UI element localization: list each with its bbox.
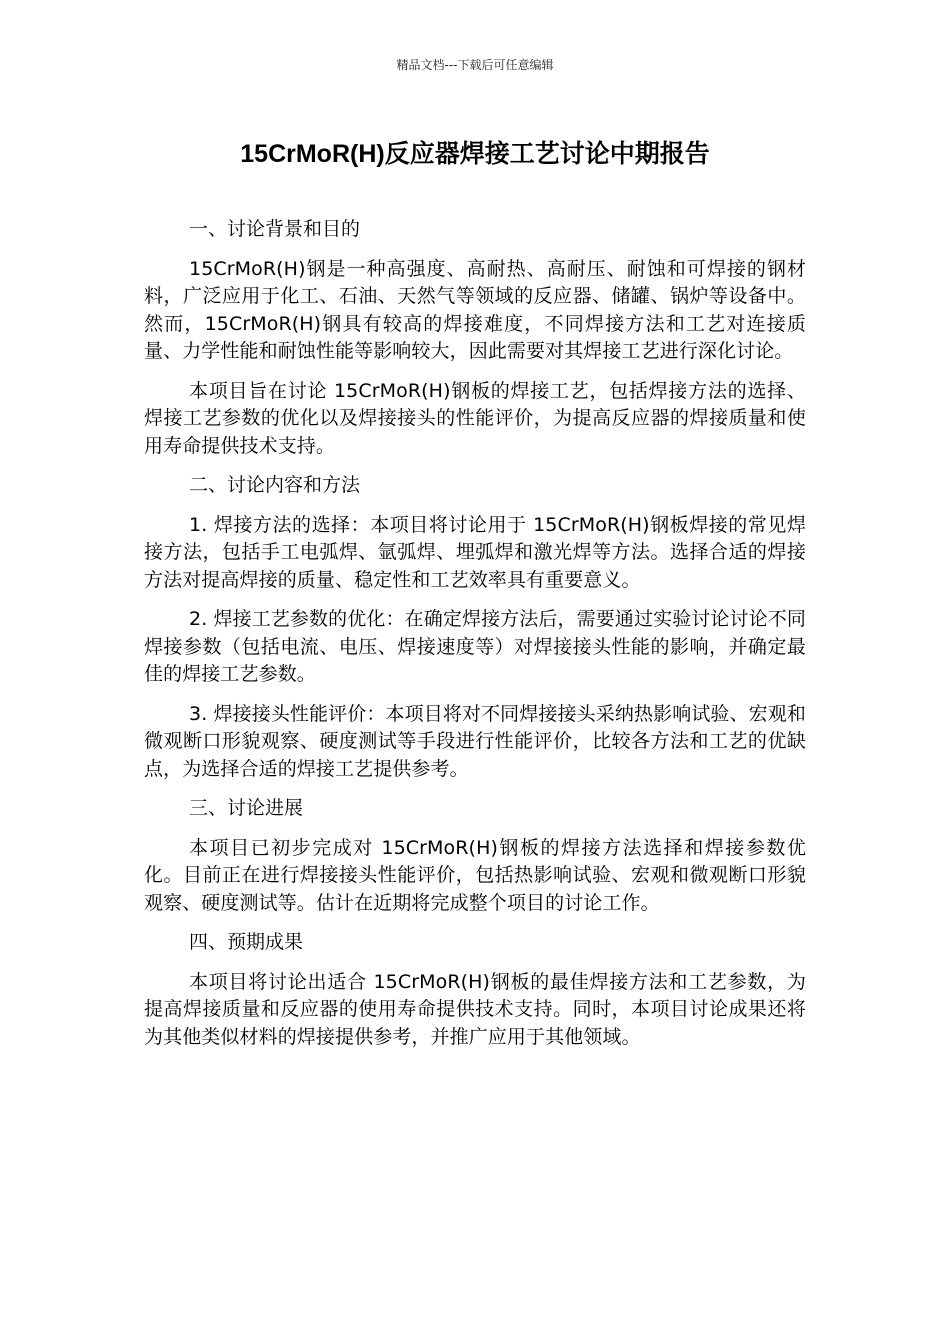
paragraph: 15CrMoR(H)钢是一种高强度、高耐热、高耐压、耐蚀和可焊接的钢材料，广泛应用于化工、石油、天然气等领域的反应器、储罐、锅炉等设备中。然而，15CrMoR(H)钢具有较高的焊接难度，不同焊接方法和工艺对连接质量、力学性能和耐蚀性能等影响较大，因此需要对其焊接工艺进行深化讨论。	[144, 257, 806, 362]
paragraph: 本项目旨在讨论 15CrMoR(H)钢板的焊接工艺，包括焊接方法的选择、焊接工艺参数的优化以及焊接接头的性能评价，为提高反应器的焊接质量和使用寿命提供技术支持。	[144, 379, 806, 457]
section-heading-content-methods: 二、讨论内容和方法	[189, 474, 361, 496]
section-heading-progress: 三、讨论进展	[189, 797, 304, 819]
document-title: 15CrMoR(H)反应器焊接工艺讨论中期报告	[240, 140, 710, 168]
header-note: 精品文档---下载后可任意编辑	[396, 58, 554, 72]
paragraph: 2. 焊接工艺参数的优化：在确定焊接方法后，需要通过实验讨论讨论不同焊接参数（包括电流、电压、焊接速度等）对焊接接头性能的影响，并确定最佳的焊接工艺参数。	[144, 608, 806, 685]
paragraph: 本项目将讨论出适合 15CrMoR(H)钢板的最佳焊接方法和工艺参数，为提高焊接质量和反应器的使用寿命提供技术支持。同时，本项目讨论成果还将为其他类似材料的焊接提供参考，并推广应用于其他领域。	[144, 970, 806, 1048]
document-body	[144, 216, 806, 1063]
paragraph: 1. 焊接方法的选择：本项目将讨论用于 15CrMoR(H)钢板焊接的常见焊接方法，包括手工电弧焊、氩弧焊、埋弧焊和激光焊等方法。选择合适的焊接方法对提高焊接的质量、稳定性和工艺效率具有重要意义。	[144, 513, 806, 591]
paragraph: 3. 焊接接头性能评价：本项目将对不同焊接接头采纳热影响试验、宏观和微观断口形貌观察、硬度测试等手段进行性能评价，比较各方法和工艺的优缺点，为选择合适的焊接工艺提供参考。	[144, 702, 806, 780]
section-heading-background: 一、讨论背景和目的	[189, 218, 361, 240]
paragraph: 本项目已初步完成对 15CrMoR(H)钢板的焊接方法选择和焊接参数优化。目前正在进行焊接接头性能评价，包括热影响试验、宏观和微观断口形貌观察、硬度测试等。估计在近期将完成整个项目的讨论工作。	[144, 836, 806, 914]
section-heading-expected-results: 四、预期成果	[189, 931, 304, 953]
